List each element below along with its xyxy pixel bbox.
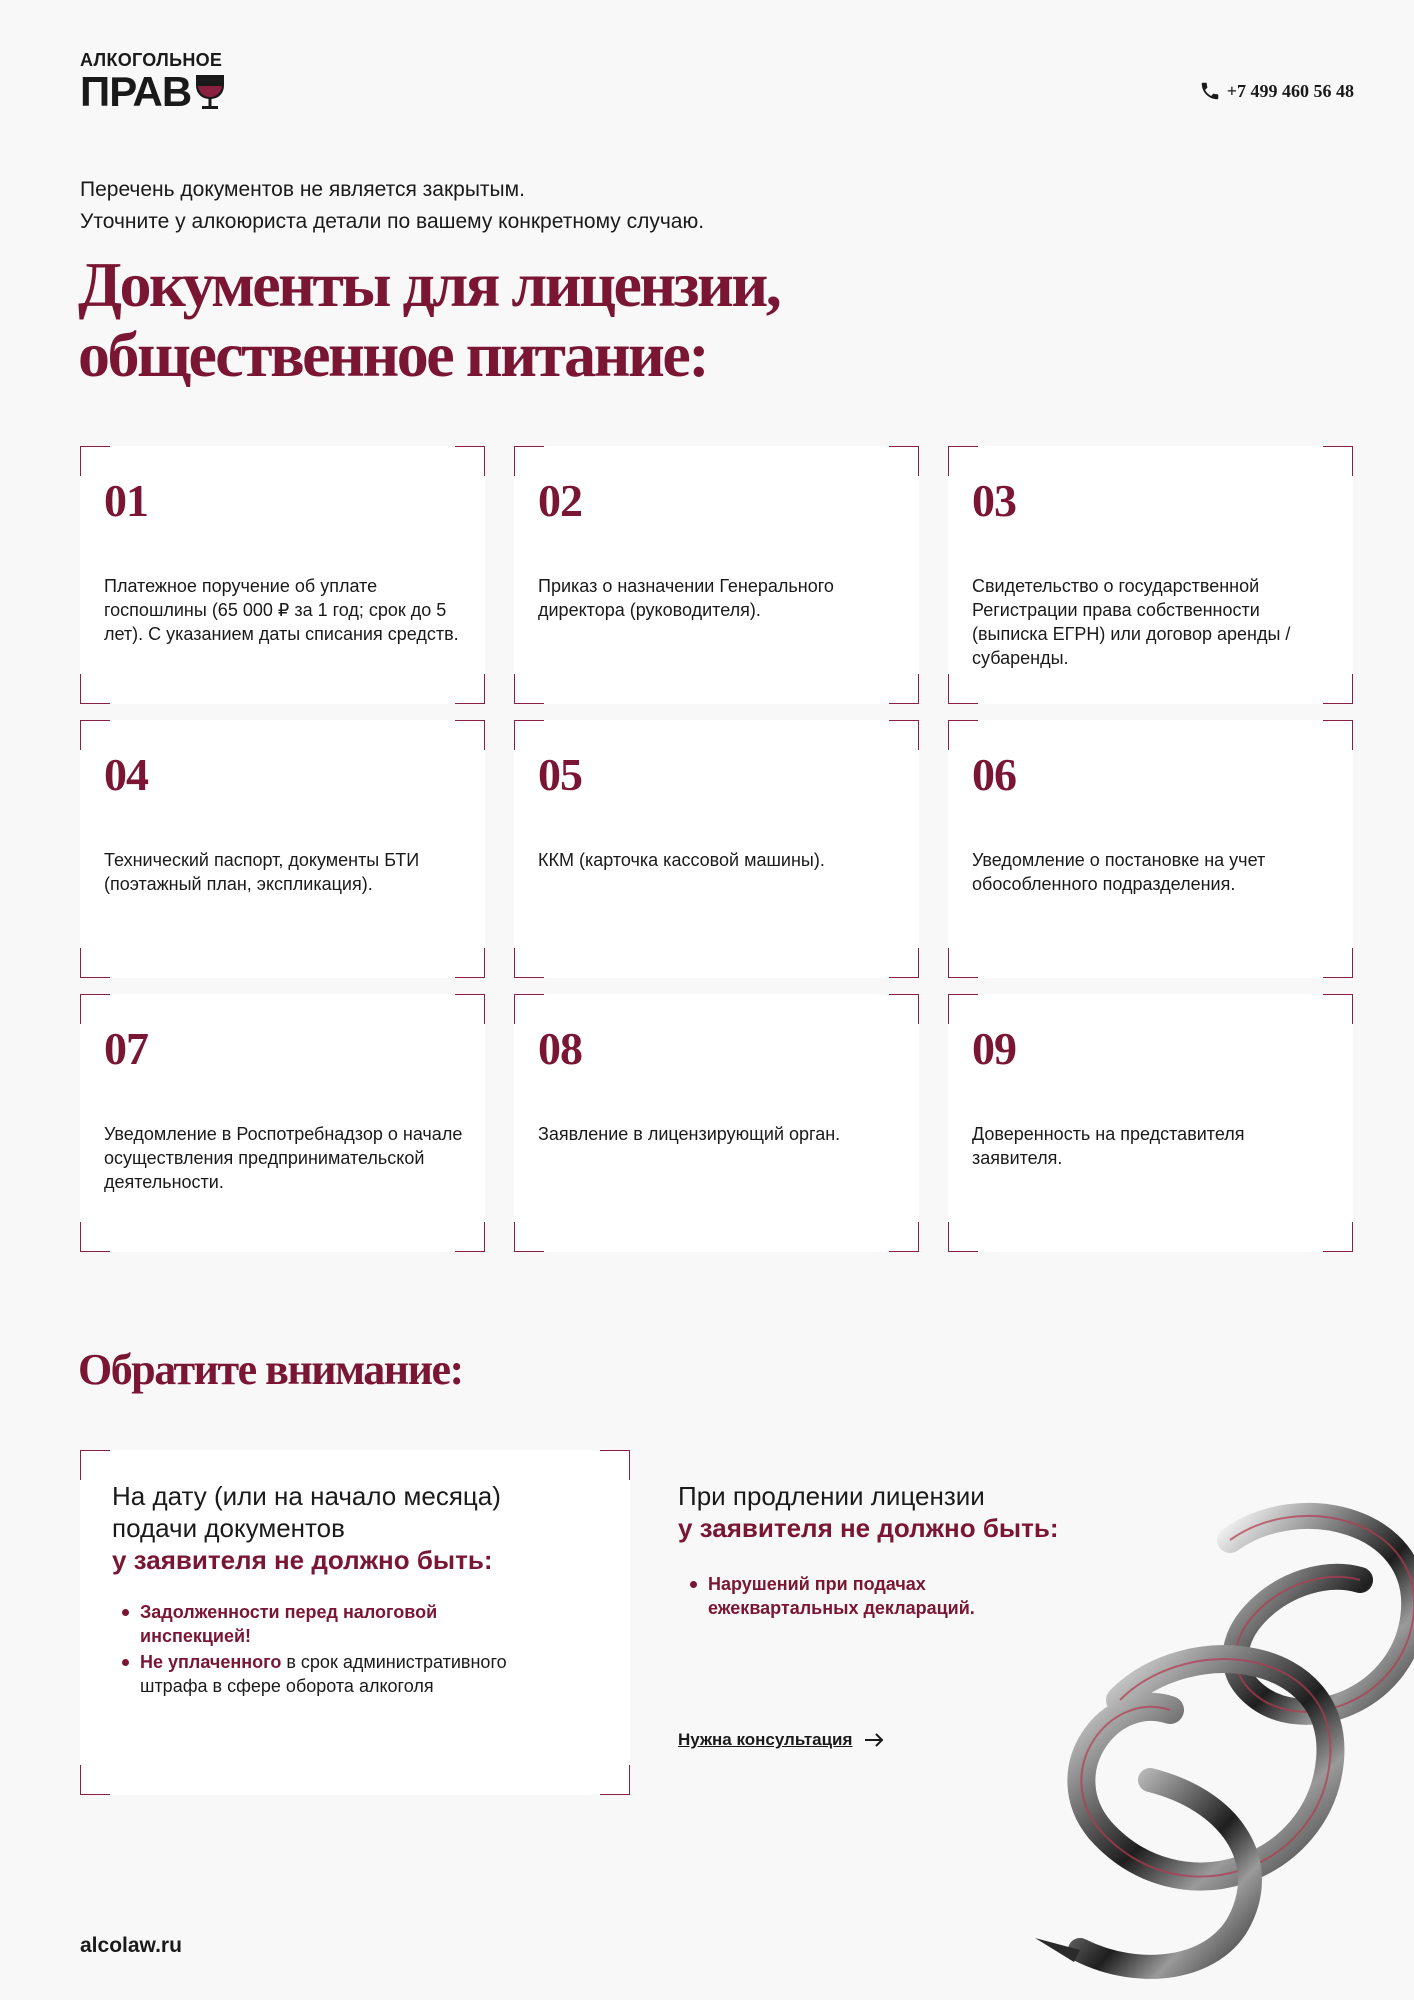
list-item: Задолженности перед налоговой инспекцией!: [110, 1600, 510, 1648]
document-card-09: [948, 994, 1353, 1252]
document-text: Приказ о назначении Генерального директора (руководителя).: [538, 576, 834, 620]
wine-glass-icon: [193, 73, 227, 111]
document-card-08: [514, 994, 919, 1252]
document-number: 02: [538, 475, 582, 526]
document-text: Уведомление о постановке на учет обособленного подразделения.: [972, 850, 1266, 894]
phone-contact[interactable]: [1199, 80, 1354, 102]
attention-card-heading-line-1: На дату (или на начало месяца): [112, 1481, 501, 1511]
document-number: 05: [538, 749, 582, 800]
document-number: 08: [538, 1023, 582, 1074]
consultation-link-label[interactable]: Нужна консультация: [678, 1730, 853, 1749]
document-card-06: [948, 720, 1353, 978]
arrow-right-icon: [864, 1733, 884, 1747]
document-text: Свидетельство о государственной Регистрации права собственности (выписка ЕГРН) или договор аренды / субаренды.: [972, 576, 1291, 668]
corkscrew-illustration: [1030, 1500, 1414, 2000]
renewal-heading-accent: у заявителя не должно быть:: [678, 1513, 1059, 1543]
document-number: 01: [104, 475, 148, 526]
document-number: 07: [104, 1023, 148, 1074]
document-number: 06: [972, 749, 1016, 800]
document-text: Уведомление в Роспотребнадзор о начале осуществления предпринимательской деятельности.: [104, 1124, 463, 1192]
document-card-05: [514, 720, 919, 978]
intro-line-1: Перечень документов не является закрытым.: [80, 178, 525, 201]
renewal-heading-line-1: При продлении лицензии: [678, 1481, 985, 1511]
attention-card-list: [110, 1600, 510, 1700]
phone-icon: [1199, 80, 1221, 102]
attention-card-heading: [112, 1480, 602, 1576]
document-text: Заявление в лицензирующий орган.: [538, 1124, 841, 1144]
phone-number: +7 499 460 56 48: [1226, 80, 1354, 101]
attention-title: Обратите внимание:: [78, 1345, 463, 1394]
page-title-line-1: Документы для лицензии,: [78, 249, 780, 320]
document-card-01: [80, 446, 485, 704]
document-number: 03: [972, 475, 1016, 526]
intro-line-2: Уточните у алкоюриста детали по вашему конкретному случаю.: [80, 210, 705, 233]
document-text: Доверенность на представителя заявителя.: [972, 1124, 1245, 1168]
document-text: Платежное поручение об уплате госпошлины (65 000 ₽ за 1 год; срок до 5 лет). С указанием даты списания средств.: [104, 576, 459, 644]
intro-text: [80, 174, 704, 238]
page-title-line-2: общественное питание:: [78, 319, 708, 390]
attention-card-heading-line-2: подачи документов: [112, 1513, 345, 1543]
list-item: Не уплаченного в срок административного штрафа в сфере оборота алкоголя: [110, 1650, 510, 1698]
brand-logo-top: АЛКОГОЛЬНОЕ: [80, 50, 223, 70]
document-text: ККМ (карточка кассовой машины).: [538, 850, 825, 870]
renewal-list: [678, 1572, 1078, 1620]
document-card-07: [80, 994, 485, 1252]
document-number: 09: [972, 1023, 1016, 1074]
page-title: [78, 250, 779, 390]
brand-logo-word: ПРАВ: [80, 68, 192, 115]
list-item: Нарушений при подачах ежеквартальных деклараций.: [678, 1572, 1078, 1620]
document-number: 04: [104, 749, 148, 800]
footer-site-link[interactable]: alcolaw.ru: [80, 1934, 182, 1957]
document-text: Технический паспорт, документы БТИ (поэтажный план, экспликация).: [104, 850, 420, 894]
consultation-link[interactable]: [678, 1730, 884, 1750]
document-card-02: [514, 446, 919, 704]
document-card-04: [80, 720, 485, 978]
attention-card-heading-accent: у заявителя не должно быть:: [112, 1545, 493, 1575]
brand-logo[interactable]: [80, 50, 260, 115]
attention-card: [80, 1450, 630, 1795]
document-card-03: [948, 446, 1353, 704]
